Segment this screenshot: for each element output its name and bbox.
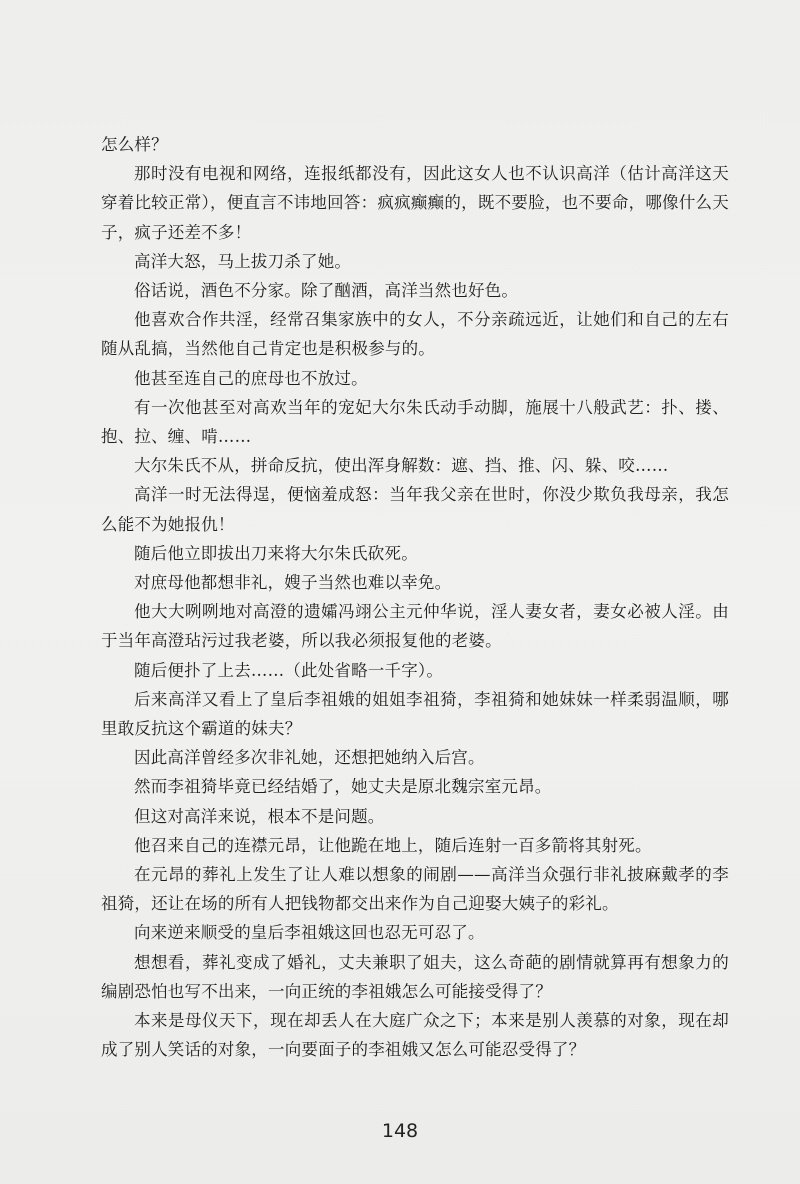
paragraph: 大尔朱氏不从，拼命反抗，使出浑身解数：遮、挡、推、闪、躲、咬…… (134, 456, 669, 476)
paragraph: 本来是母仪天下，现在却丢人在大庭广众之下；本来是别人羡慕的对象，现在却成了别人笑话的对象，一向要面子的李祖娥又怎么可能忍受得了？ (101, 1011, 729, 1060)
paragraph: 随后他立即拔出刀来将大尔朱氏砍死。 (134, 543, 418, 563)
paragraph: 他甚至连自己的庶母也不放过。 (134, 368, 368, 388)
paragraph: 随后便扑了上去……（此处省略一千字）。 (134, 660, 444, 680)
paragraph: 高洋一时无法得逞，便恼羞成怒：当年我父亲在世时，你没少欺负我母亲，我怎么能不为她报仇！ (101, 485, 729, 534)
paragraph: 但这对高洋来说，根本不是问题。 (134, 806, 385, 826)
paragraph: 想想看，葬礼变成了婚礼，丈夫兼职了姐夫，这么奇葩的剧情就算再有想象力的编剧恐怕也写不出来，一向正统的李祖娥怎么可能接受得了？ (101, 952, 729, 1001)
page-number: 148 (381, 1120, 419, 1142)
paragraph: 俗话说，酒色不分家。除了酗酒，高洋当然也好色。 (134, 281, 519, 301)
body-text (101, 130, 729, 1065)
paragraph: 后来高洋又看上了皇后李祖娥的姐姐李祖猗，李祖猗和她妹妹一样柔弱温顺，哪里敢反抗这个霸道的妹夫？ (101, 689, 729, 739)
paragraph: 因此高洋曾经多次非礼她，还想把她纳入后宫。 (134, 748, 485, 768)
paragraph: 他大大咧咧地对高澄的遗孀冯翊公主元仲华说，淫人妻女者，妻女必被人淫。由于当年高澄玷污过我老婆，所以我必须报复他的老婆。 (101, 602, 729, 651)
paragraph: 在元昂的葬礼上发生了让人难以想象的闹剧——高洋当众强行非礼披麻戴孝的李祖猗，还让在场的所有人把钱物都交出来作为自己迎娶大姨子的彩礼。 (101, 865, 729, 914)
paragraph: 有一次他甚至对高欢当年的宠妃大尔朱氏动手动脚，施展十八般武艺：扑、搂、抱、拉、缠、啃…… (101, 397, 729, 447)
paragraph: 高洋大怒，马上拔刀杀了她。 (134, 251, 352, 271)
paragraph: 然而李祖猗毕竟已经结婚了，她丈夫是原北魏宗室元昂。 (134, 777, 552, 797)
paragraph: 他喜欢合作共淫，经常召集家族中的女人，不分亲疏远近，让她们和自己的左右随从乱搞，当然他自己肯定也是积极参与的。 (101, 310, 729, 359)
paragraph: 向来逆来顺受的皇后李祖娥这回也忍无可忍了。 (134, 923, 485, 943)
paragraph: 对庶母他都想非礼，嫂子当然也难以幸免。 (134, 573, 452, 593)
paragraph: 那时没有电视和网络，连报纸都没有，因此这女人也不认识高洋（估计高洋这天穿着比较正常），便直言不讳地回答：疯疯癫癫的，既不要脸，也不要命，哪像什么天子，疯子还差不多！ (101, 164, 729, 242)
paragraph: 他召来自己的连襟元昂，让他跪在地上，随后连射一百多箭将其射死。 (134, 835, 652, 855)
paragraph: 怎么样？ (101, 135, 168, 154)
